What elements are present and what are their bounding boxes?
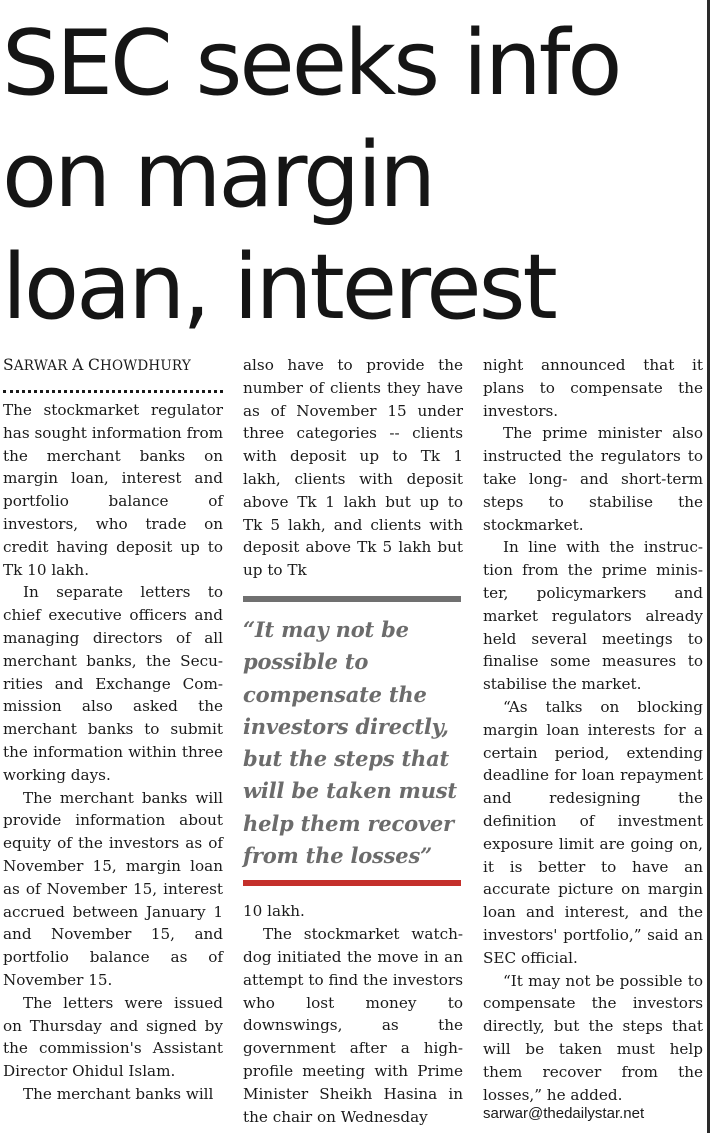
author-email: sarwar@thedailystar.net	[483, 1105, 645, 1122]
paragraph: 10 lakh.	[243, 902, 305, 921]
paragraph: “As talks on blocking margin loan interests for a certain period, extending deadline for loan repayment and redesigning the definition of investment exposure limit are going on, it is better to have an accurate picture on margin loan and interest, and the investors' portfolio,” said an SEC official.	[483, 697, 703, 967]
paragraph: The stockmarket watchdog initiated the move in an attempt to find the investors who lost money to downswings, as the government after a high-profile meeting with Prime Minister Sheikh Hasina in the chair on Wednesday	[243, 925, 463, 1126]
paragraph: The merchant banks will	[23, 1084, 214, 1103]
pullquote-rule-bottom	[243, 880, 461, 886]
article-column-3	[483, 354, 703, 1106]
article-column-1	[3, 354, 223, 1106]
byline: SARWAR A CHOWDHURY	[3, 356, 191, 374]
pullquote: “It may not be possible to compensate the investors directly, but the steps that will be taken must help them recover from the losses”	[243, 616, 457, 869]
paragraph: also have to provide the number of clients they have as of November 15 under three categories -- clients with deposit up to Tk 1 lakh, clients with deposit above Tk 1 lakh but up to Tk 5 lakh, and clients with deposit above Tk 5 lakh but up to Tk	[243, 356, 463, 580]
headline-line-3: loan, interest	[2, 235, 555, 340]
paragraph: The merchant banks will provide information about equity of the investors as of November 15, margin loan as of November 15, interest accrued between January 1 and November 15, and portfolio balance as of November 15.	[3, 788, 223, 989]
paragraph: The prime minister also instructed the regulators to take long- and short-term steps to stabilise the stockmarket.	[483, 424, 703, 534]
paragraph: In separate letters to chief executive officers and managing directors of all merchant banks, the Securities and Exchange Commission also asked the merchant banks to submit the information within three working days.	[3, 583, 223, 784]
headline	[2, 8, 702, 344]
pullquote-rule-top	[243, 596, 461, 602]
paragraph: In line with the instruction from the prime minister, policymarkers and market regulators already held several meetings to finalise some measures to stabilise the market.	[483, 538, 703, 694]
headline-line-2: on margin	[2, 123, 434, 228]
paragraph: The stockmarket regulator has sought information from the merchant banks on margin loan, interest and portfolio balance of investors, who trade on credit having deposit up to Tk 10 lakh.	[3, 401, 223, 579]
headline-line-1: SEC seeks info	[2, 11, 620, 116]
article-column-2	[243, 354, 463, 1128]
paragraph: “It may not be possible to compensate the investors directly, but the steps that will be taken must help them recover from the losses,” he added.	[483, 971, 703, 1104]
paragraph: night announced that it plans to compensate the investors.	[483, 356, 703, 420]
byline-divider	[3, 376, 223, 393]
paragraph: The letters were issued on Thursday and signed by the commission's Assistant Director Ohidul Islam.	[3, 993, 223, 1081]
